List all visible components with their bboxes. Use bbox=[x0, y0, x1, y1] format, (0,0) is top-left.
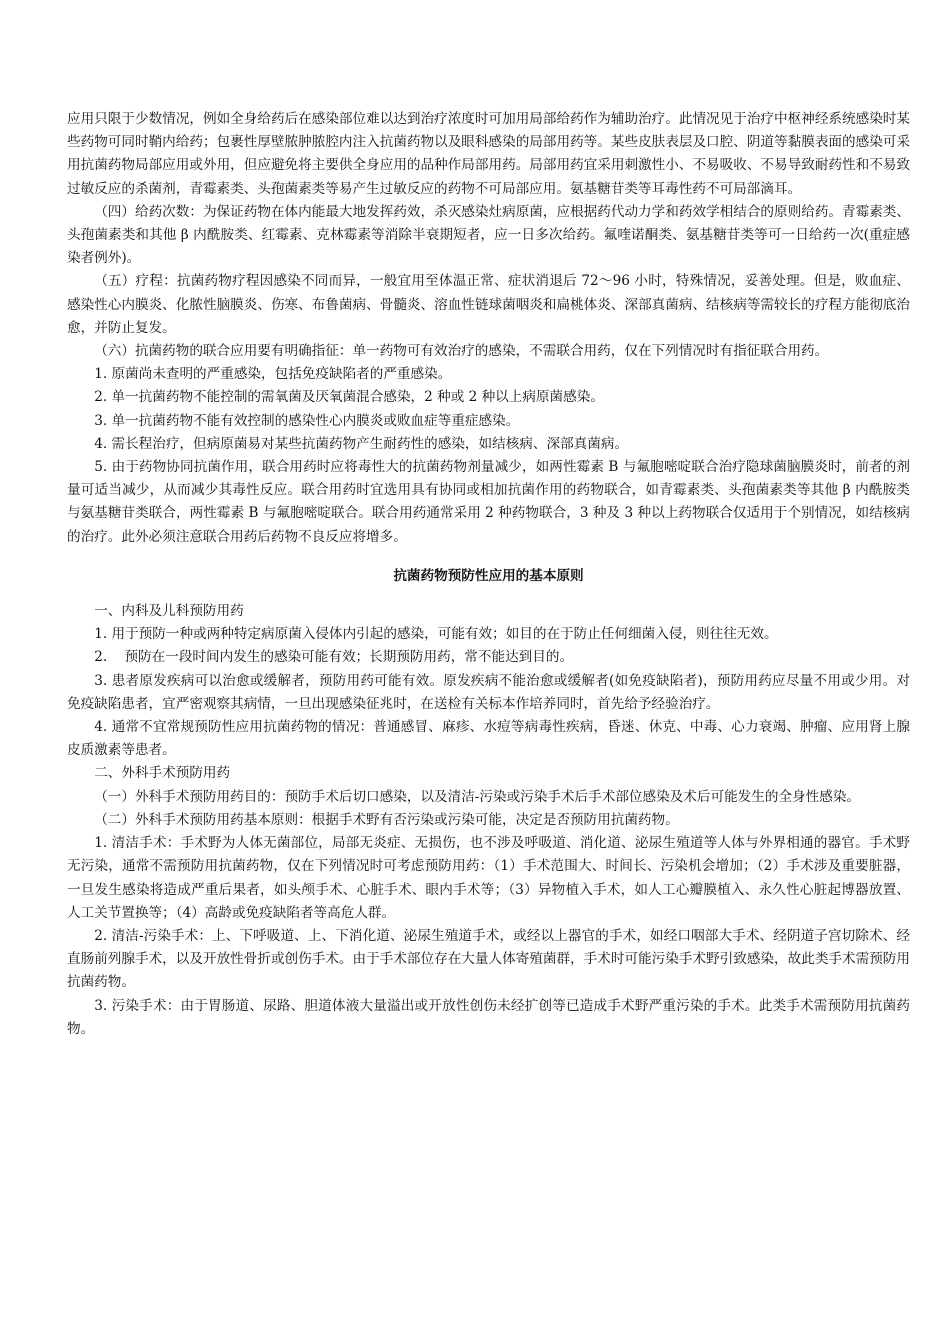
list-item-internal-4: 4. 通常不宜常规预防性应用抗菌药物的情况：普通感冒、麻疹、水痘等病毒性疾病，昏迷、休克、中毒、心力衰竭、肿瘤、应用肾上腺皮质激素等患者。 bbox=[67, 719, 910, 759]
section-title: 抗菌药物预防性应用的基本原则 bbox=[393, 567, 584, 584]
list-item-internal-3: 3. 患者原发疾病可以治愈或缓解者，预防用药可能有效。原发疾病不能治愈或缓解者(如免疫缺陷者)，预防用药应尽量不用或少用。对免疫缺陷患者，宜严密观察其病情，一旦出现感染征兆时，在送检有关标本作培养同时，首先给予经验治疗。 bbox=[67, 672, 910, 712]
list-item-combination-5: 5. 由于药物协同抗菌作用，联合用药时应将毒性大的抗菌药物剂量减少，如两性霉素 B 与氟胞嘧啶联合治疗隐球菌脑膜炎时，前者的剂量可适当减少，从而减少其毒性反应。联合用药时宜选用具有协同或相加抗菌作用的药物联合，如青霉素类、头孢菌素类等其他 β 内酰胺类与氨基糖苷类联合，两性霉素 B 与氟胞嘧啶联合。联合用药通常采用 2 种药物联合，3 种及 3 种以上药物联合仅适用于个别情况，如结核病的治疗。此外必须注意联合用药后药物不良反应将增多。 bbox=[67, 459, 910, 545]
list-item-combination-3: 3. 单一抗菌药物不能有效控制的感染性心内膜炎或败血症等重症感染。 bbox=[94, 412, 520, 429]
list-item-combination-1: 1. 原菌尚未查明的严重感染，包括免疫缺陷者的严重感染。 bbox=[94, 366, 452, 383]
list-item-internal-1: 1. 用于预防一种或两种特定病原菌入侵体内引起的感染，可能有效；如目的在于防止任何细菌入侵，则往往无效。 bbox=[94, 626, 778, 643]
paragraph-local-administration: 应用只限于少数情况，例如全身给药后在感染部位难以达到治疗浓度时可加用局部给药作为辅助治疗。此情况见于治疗中枢神经系统感染时某些药物可同时鞘内给药；包裹性厚壁脓肿脓腔内注入抗菌药物以及眼科感染的局部用药等。某些皮肤表层及口腔、阴道等黏膜表面的感染可采用抗菌药物局部应用或外用，但应避免将主要供全身应用的品种作局部用药。局部用药宜采用刺激性小、不易吸收、不易导致耐药性和不易致过敏反应的杀菌剂，青霉素类、头孢菌素类等易产生过敏反应的药物不可局部应用。氨基糖苷类等耳毒性药不可局部滴耳。 bbox=[67, 111, 910, 197]
paragraph-dosing-frequency: （四）给药次数：为保证药物在体内能最大地发挥药效，杀灭感染灶病原菌，应根据药代动力学和药效学相结合的原则给药。青霉素类、头孢菌素类和其他 β 内酰胺类、红霉素、克林霉素等消除半衰期短者，应一日多次给药。氟喹诺酮类、氨基糖苷类等可一日给药一次(重症感染者例外)。 bbox=[67, 203, 910, 267]
list-item-combination-4: 4. 需长程治疗，但病原菌易对某些抗菌药物产生耐药性的感染，如结核病、深部真菌病。 bbox=[94, 435, 629, 452]
list-item-clean-contaminated-surgery: 2. 清洁-污染手术：上、下呼吸道、上、下消化道、泌尿生殖道手术，或经以上器官的手术，如经口咽部大手术、经阴道子宫切除术、经直肠前列腺手术，以及开放性骨折或创伤手术。由于手术部位存在大量人体寄殖菌群，手术时可能污染手术野引致感染，故此类手术需预防用抗菌药物。 bbox=[67, 927, 910, 991]
list-item-internal-2: 2. 预防在一段时间内发生的感染可能有效；长期预防用药，常不能达到目的。 bbox=[94, 649, 574, 666]
paragraph-surgical-principle: （二）外科手术预防用药基本原则：根据手术野有否污染或污染可能，决定是否预防用抗菌药物。 bbox=[94, 811, 679, 828]
list-item-contaminated-surgery: 3. 污染手术：由于胃肠道、尿路、胆道体液大量溢出或开放性创伤未经扩创等已造成手术野严重污染的手术。此类手术需预防用抗菌药物。 bbox=[67, 997, 910, 1037]
paragraph-surgical-purpose: （一）外科手术预防用药目的：预防手术后切口感染，以及清洁-污染或污染手术后手术部位感染及术后可能发生的全身性感染。 bbox=[94, 788, 861, 805]
heading-surgical: 二、外科手术预防用药 bbox=[94, 765, 231, 782]
paragraph-combination-indication: （六）抗菌药物的联合应用要有明确指征：单一药物可有效治疗的感染，不需联合用药，仅在下列情况时有指征联合用药。 bbox=[94, 343, 829, 360]
heading-internal-medicine: 一、内科及儿科预防用药 bbox=[94, 603, 244, 620]
list-item-clean-surgery: 1. 清洁手术：手术野为人体无菌部位，局部无炎症、无损伤，也不涉及呼吸道、消化道、泌尿生殖道等人体与外界相通的器官。手术野无污染，通常不需预防用抗菌药物，仅在下列情况时可考虑预防用药：（1）手术范围大、时间长、污染机会增加；（2）手术涉及重要脏器，一旦发生感染将造成严重后果者，如头颅手术、心脏手术、眼内手术等；（3）异物植入手术，如人工心瓣膜植入、永久性心脏起博器放置、人工关节置换等；（4）高龄或免疫缺陷者等高危人群。 bbox=[67, 835, 910, 921]
document-page bbox=[67, 108, 910, 1041]
list-item-combination-2: 2. 单一抗菌药物不能控制的需氧菌及厌氧菌混合感染，2 种或 2 种以上病原菌感染。 bbox=[94, 389, 604, 406]
paragraph-treatment-course: （五）疗程：抗菌药物疗程因感染不同而异，一般宜用至体温正常、症状消退后 72～96 小时，特殊情况，妥善处理。但是，败血症、感染性心内膜炎、化脓性脑膜炎、伤寒、布鲁菌病、骨髓炎、溶血性链球菌咽炎和扁桃体炎、深部真菌病、结核病等需较长的疗程方能彻底治愈，并防止复发。 bbox=[67, 273, 910, 336]
